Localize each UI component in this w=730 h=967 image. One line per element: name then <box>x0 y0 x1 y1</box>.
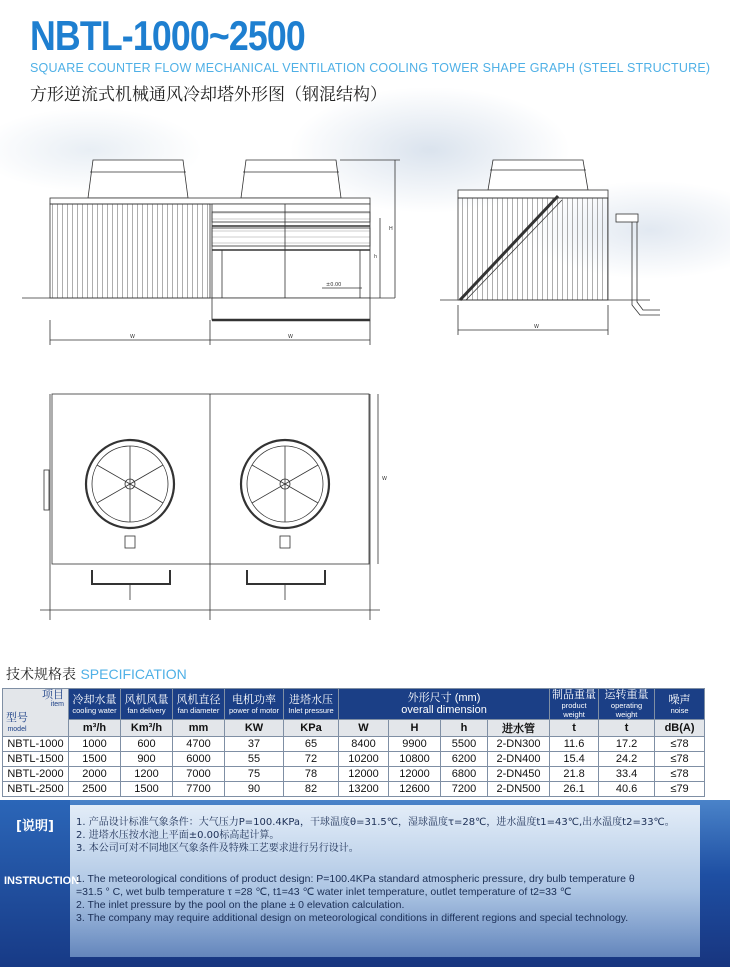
col-header: 冷却水量 cooling water <box>69 689 121 720</box>
note-cn-line: 3. 本公司可对不同地区气象条件及特殊工艺要求进行另行设计。 <box>76 843 359 854</box>
spec-table <box>2 688 705 797</box>
value-cell: 55 <box>225 752 284 767</box>
value-cell: 40.6 <box>599 782 655 797</box>
value-cell: 7700 <box>173 782 225 797</box>
value-cell: 6200 <box>441 752 488 767</box>
dim-w-side: W <box>534 324 539 330</box>
corner-model-en: model <box>7 726 27 733</box>
dim-hlow-front: h <box>374 254 378 260</box>
value-cell: 9900 <box>389 737 441 752</box>
dim-h-front: H <box>389 226 393 232</box>
value-cell: 7200 <box>441 782 488 797</box>
spec-table-body <box>3 737 705 797</box>
notes-cn-label: [说明] <box>16 819 54 834</box>
value-cell: 26.1 <box>550 782 599 797</box>
unit-cell: KPa <box>284 720 339 737</box>
unit-cell: dB(A) <box>655 720 705 737</box>
value-cell: 21.8 <box>550 767 599 782</box>
value-cell: 75 <box>225 767 284 782</box>
unit-cell: W <box>339 720 389 737</box>
value-cell: 900 <box>121 752 173 767</box>
value-cell: 10200 <box>339 752 389 767</box>
value-cell: 2-DN300 <box>488 737 550 752</box>
unit-cell: mm <box>173 720 225 737</box>
note-en-line: 2. The inlet pressure by the pool on the plane ± 0 elevation calculation. <box>76 899 405 911</box>
value-cell: 1200 <box>121 767 173 782</box>
value-cell: 6000 <box>173 752 225 767</box>
value-cell: 37 <box>225 737 284 752</box>
col-header: 进塔水压 Inlet pressure <box>284 689 339 720</box>
value-cell: 24.2 <box>599 752 655 767</box>
table-row <box>3 782 705 797</box>
table-corner <box>3 689 69 737</box>
unit-cell: h <box>441 720 488 737</box>
value-cell: 12000 <box>339 767 389 782</box>
col-header: 风机风量 fan delivery <box>121 689 173 720</box>
corner-item-cn: 项目 <box>42 689 64 701</box>
value-cell: 12000 <box>389 767 441 782</box>
dim-w-front-left: W <box>130 334 135 340</box>
value-cell: 82 <box>284 782 339 797</box>
value-cell: ≤79 <box>655 782 705 797</box>
plan-view <box>40 394 387 620</box>
value-cell: 2500 <box>69 782 121 797</box>
unit-cell: KW <box>225 720 284 737</box>
value-cell: ≤78 <box>655 737 705 752</box>
value-cell: 2-DN400 <box>488 752 550 767</box>
note-en-line: =31.5 ° C, wet bulb temperature τ =28 ℃, t1=43 ℃ water inlet temperature, outlet temperature of t2=33 ℃ <box>76 886 572 898</box>
value-cell: 17.2 <box>599 737 655 752</box>
unit-cell: Km³/h <box>121 720 173 737</box>
overall-dimension-header: 外形尺寸 (mm) overall dimension <box>339 689 550 720</box>
note-cn-line: 1. 产品设计标准气象条件：大气压力P=100.4KPa，干球温度θ=31.5℃，湿球温度τ=28℃，进水温度t1=43℃,出水温度t2=33℃。 <box>76 817 675 828</box>
value-cell: 2000 <box>69 767 121 782</box>
side-elevation <box>440 160 660 335</box>
value-cell: 72 <box>284 752 339 767</box>
model-title: NBTL-1000~2500 <box>30 12 305 59</box>
table-row <box>3 767 705 782</box>
dim-w-front-right: W <box>288 334 293 340</box>
value-cell: 5500 <box>441 737 488 752</box>
unit-cell: H <box>389 720 441 737</box>
value-cell: 13200 <box>339 782 389 797</box>
unit-cell: t <box>599 720 655 737</box>
unit-cell: t <box>550 720 599 737</box>
value-cell: 1500 <box>121 782 173 797</box>
value-cell: 4700 <box>173 737 225 752</box>
col-header: 噪声 noise <box>655 689 705 720</box>
value-cell: 2-DN500 <box>488 782 550 797</box>
model-cell: NBTL-1000 <box>3 737 69 752</box>
value-cell: 90 <box>225 782 284 797</box>
value-cell: ≤78 <box>655 752 705 767</box>
dim-w-plan: W <box>382 476 387 482</box>
value-cell: 11.6 <box>550 737 599 752</box>
col-header: 电机功率 power of motor <box>225 689 284 720</box>
value-cell: 1500 <box>69 752 121 767</box>
front-elevation <box>22 160 400 345</box>
model-cell: NBTL-1500 <box>3 752 69 767</box>
value-cell: 33.4 <box>599 767 655 782</box>
value-cell: 15.4 <box>550 752 599 767</box>
corner-item-en: item <box>50 701 64 708</box>
elevation-label: ±0.00 <box>326 282 342 288</box>
unit-cell: 进水管 <box>488 720 550 737</box>
note-en-line: 1. The meteorological conditions of product design: P=100.4KPa standard atmospheric pressure, dry bulb temperature θ <box>76 873 635 885</box>
unit-cell: m³/h <box>69 720 121 737</box>
spec-heading <box>6 664 187 684</box>
model-cell: NBTL-2000 <box>3 767 69 782</box>
value-cell: 12600 <box>389 782 441 797</box>
value-cell: ≤78 <box>655 767 705 782</box>
value-cell: 65 <box>284 737 339 752</box>
col-header: 运转重量 operating weight <box>599 689 655 720</box>
value-cell: 78 <box>284 767 339 782</box>
notes-en-label: INSTRUCTION <box>4 875 80 887</box>
value-cell: 7000 <box>173 767 225 782</box>
value-cell: 6800 <box>441 767 488 782</box>
value-cell: 1000 <box>69 737 121 752</box>
table-row <box>3 737 705 752</box>
model-cell: NBTL-2500 <box>3 782 69 797</box>
chinese-subtitle: 方形逆流式机械通风冷却塔外形图（钢混结构） <box>30 85 387 105</box>
value-cell: 10800 <box>389 752 441 767</box>
value-cell: 8400 <box>339 737 389 752</box>
spec-heading-cn: 技术规格表 <box>6 667 76 683</box>
value-cell: 2-DN450 <box>488 767 550 782</box>
note-en-line: 3. The company may require additional design on meteorological conditions in different regions and special technology. <box>76 912 629 924</box>
value-cell: 600 <box>121 737 173 752</box>
spec-heading-en: SPECIFICATION <box>80 666 187 682</box>
english-subtitle: SQUARE COUNTER FLOW MECHANICAL VENTILATION COOLING TOWER SHAPE GRAPH (STEEL STRUCTURE) <box>30 61 711 75</box>
corner-model-cn: 型号 <box>6 712 28 724</box>
col-header: 制品重量 product weight <box>550 689 599 720</box>
table-row <box>3 752 705 767</box>
note-cn-line: 2. 进塔水压按水池上平面±0.00标高起计算。 <box>76 830 280 841</box>
col-header: 风机直径 fan diameter <box>173 689 225 720</box>
